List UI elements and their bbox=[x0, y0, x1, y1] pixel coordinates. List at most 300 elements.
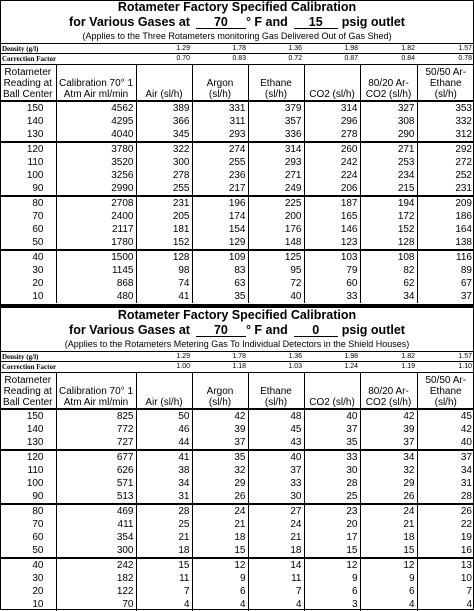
reading-cell: 30 bbox=[0, 572, 56, 585]
value-cell: 62 bbox=[360, 277, 417, 290]
value-cell: 35 bbox=[192, 450, 248, 464]
correction-factor-row-value: 0.72 bbox=[288, 55, 302, 62]
value-cell: 18 bbox=[248, 544, 304, 558]
value-cell: 34 bbox=[460, 465, 472, 476]
value-cell: 187 bbox=[304, 196, 360, 210]
table-row bbox=[0, 156, 474, 169]
value-cell: 4295 bbox=[56, 115, 136, 128]
value-cell: 10 bbox=[460, 573, 472, 584]
value-cell: 22 bbox=[460, 519, 472, 530]
value-cell: 293 bbox=[248, 156, 304, 169]
value-cell: 40 bbox=[248, 290, 304, 303]
reading-cell: 90 bbox=[0, 490, 56, 504]
title-units: ° F and bbox=[245, 323, 288, 337]
sheet-title: Rotameter Factory Specified Calibration bbox=[117, 308, 357, 322]
value-cell: 43 bbox=[248, 436, 304, 450]
value-cell: 194 bbox=[360, 196, 417, 210]
value-cell: 271 bbox=[248, 169, 304, 182]
value-cell: 28 bbox=[460, 491, 472, 502]
value-cell: 3780 bbox=[56, 142, 136, 156]
value-cell: 122 bbox=[56, 585, 136, 598]
value-cell: 46 bbox=[136, 423, 192, 436]
value-cell: 40 bbox=[460, 437, 472, 448]
value-cell: 1145 bbox=[56, 264, 136, 277]
table-row bbox=[0, 409, 474, 423]
value-cell: 109 bbox=[192, 250, 248, 264]
value-cell: 215 bbox=[360, 182, 417, 196]
value-cell: 322 bbox=[136, 142, 192, 156]
calibration-sheet-15psig bbox=[0, 0, 474, 304]
value-cell: 13 bbox=[417, 558, 474, 572]
sheet-title: Rotameter Factory Specified Calibration bbox=[117, 0, 357, 14]
value-cell: 1500 bbox=[56, 250, 136, 264]
density-row-value: 1.78 bbox=[232, 353, 246, 360]
value-cell: 27 bbox=[248, 504, 304, 518]
value-cell: 314 bbox=[248, 142, 304, 156]
value-cell: 296 bbox=[304, 115, 360, 128]
column-header: 80/20 Ar-CO2 (sl/h) bbox=[360, 372, 417, 409]
value-cell: 236 bbox=[192, 169, 248, 182]
reading-cell: 100 bbox=[0, 477, 56, 490]
value-cell: 182 bbox=[56, 572, 136, 585]
table-row bbox=[0, 236, 474, 250]
correction-factor-row-label: Correction Factor bbox=[2, 363, 57, 371]
value-cell: 2990 bbox=[56, 182, 136, 196]
table-row bbox=[0, 477, 474, 490]
sheet-subtitle: (Applies to the Rotameters Metering Gas To Individual Detectors in the Shield Houses) bbox=[64, 339, 410, 349]
value-cell: 123 bbox=[304, 236, 360, 250]
column-header: Air (sl/h) bbox=[136, 372, 192, 409]
correction-factor-row-value: 1.10 bbox=[458, 363, 472, 370]
value-cell: 41 bbox=[136, 450, 192, 464]
table-row bbox=[0, 169, 474, 182]
title-suffix: psig outlet bbox=[341, 15, 405, 29]
title-units: ° F and bbox=[245, 15, 288, 29]
value-cell: 4040 bbox=[56, 128, 136, 142]
value-cell: 18 bbox=[192, 531, 248, 544]
value-cell: 95 bbox=[248, 264, 304, 277]
table-row bbox=[0, 277, 474, 290]
value-cell: 7 bbox=[466, 586, 472, 597]
value-cell: 205 bbox=[136, 210, 192, 223]
reading-cell: 90 bbox=[0, 182, 56, 196]
sheet-title-line2 bbox=[0, 323, 474, 338]
column-header: CO2 (sl/h) bbox=[304, 372, 360, 409]
value-cell: 40 bbox=[248, 450, 304, 464]
value-cell: 164 bbox=[455, 224, 472, 235]
correction-factor-row-value: 1.18 bbox=[232, 363, 246, 370]
table-row bbox=[0, 128, 474, 142]
value-cell: 67 bbox=[460, 278, 472, 289]
column-header: Rotameter Reading at Ball Center bbox=[0, 64, 56, 101]
reading-cell: 140 bbox=[0, 423, 56, 436]
table-row bbox=[0, 572, 474, 585]
value-cell: 312 bbox=[455, 129, 472, 140]
column-header: 50/50 Ar-Ethane (sl/h) bbox=[417, 64, 474, 101]
density-row-value: 1.57 bbox=[458, 45, 472, 52]
calibration-sheet-0psig bbox=[0, 308, 474, 610]
value-cell: 4 bbox=[192, 598, 248, 611]
value-cell: 209 bbox=[417, 196, 474, 210]
value-cell: 9 bbox=[360, 572, 417, 585]
table-row bbox=[0, 598, 474, 611]
value-cell: 19 bbox=[460, 532, 472, 543]
density-row-value: 1.29 bbox=[176, 45, 190, 52]
table-row bbox=[0, 423, 474, 436]
value-cell: 152 bbox=[360, 223, 417, 236]
reading-cell: 80 bbox=[0, 196, 56, 210]
calibration-table bbox=[0, 372, 474, 611]
value-cell: 37 bbox=[460, 291, 472, 302]
value-cell: 300 bbox=[136, 156, 192, 169]
reading-cell: 130 bbox=[0, 436, 56, 450]
column-header: Air (sl/h) bbox=[136, 64, 192, 101]
correction-factor-row-value: 0.87 bbox=[344, 55, 358, 62]
table-row bbox=[0, 450, 474, 464]
value-cell: 28 bbox=[304, 477, 360, 490]
sheet-subtitle: (Applies to the Three Rotameters monitoring Gas Delivered Out of Gas Shed) bbox=[82, 31, 392, 41]
reading-cell: 60 bbox=[0, 223, 56, 236]
value-cell: 217 bbox=[192, 182, 248, 196]
value-cell: 28 bbox=[136, 504, 192, 518]
value-cell: 74 bbox=[136, 277, 192, 290]
value-cell: 103 bbox=[304, 250, 360, 264]
title-suffix: psig outlet bbox=[341, 323, 405, 337]
table-row bbox=[0, 115, 474, 128]
value-cell: 15 bbox=[360, 544, 417, 558]
value-cell: 206 bbox=[304, 182, 360, 196]
value-cell: 18 bbox=[136, 544, 192, 558]
column-header: Ethane (sl/h) bbox=[248, 372, 304, 409]
value-cell: 41 bbox=[136, 290, 192, 303]
column-header: Calibration 70° 1 Atm Air ml/min bbox=[56, 372, 136, 409]
table-row bbox=[0, 250, 474, 264]
value-cell: 48 bbox=[248, 409, 304, 423]
value-cell: 17 bbox=[304, 531, 360, 544]
correction-factor-row-value: 0.84 bbox=[401, 55, 415, 62]
value-cell: 108 bbox=[360, 250, 417, 264]
value-cell: 224 bbox=[304, 169, 360, 182]
table-row bbox=[0, 490, 474, 504]
value-cell: 6 bbox=[304, 585, 360, 598]
table-row bbox=[0, 142, 474, 156]
value-cell: 11 bbox=[136, 572, 192, 585]
header-row bbox=[0, 64, 474, 101]
value-cell: 272 bbox=[455, 157, 472, 168]
value-cell: 128 bbox=[360, 236, 417, 250]
correction-factor-row-value: 1.03 bbox=[288, 363, 302, 370]
reading-cell: 130 bbox=[0, 128, 56, 142]
value-cell: 34 bbox=[360, 290, 417, 303]
reading-cell: 40 bbox=[0, 558, 56, 572]
value-cell: 21 bbox=[136, 531, 192, 544]
value-cell: 513 bbox=[56, 490, 136, 504]
value-cell: 34 bbox=[136, 477, 192, 490]
value-cell: 253 bbox=[360, 156, 417, 169]
value-cell: 252 bbox=[455, 170, 472, 181]
value-cell: 354 bbox=[56, 531, 136, 544]
value-cell: 2117 bbox=[56, 223, 136, 236]
reading-cell: 150 bbox=[0, 409, 56, 423]
value-cell: 37 bbox=[417, 450, 474, 464]
value-cell: 125 bbox=[248, 250, 304, 264]
value-cell: 35 bbox=[304, 436, 360, 450]
value-cell: 35 bbox=[192, 290, 248, 303]
value-cell: 4 bbox=[360, 598, 417, 611]
value-cell: 345 bbox=[136, 128, 192, 142]
value-cell: 9 bbox=[192, 572, 248, 585]
value-cell: 32 bbox=[360, 464, 417, 477]
value-cell: 314 bbox=[304, 101, 360, 115]
correction-factor-row-value: 0.78 bbox=[458, 55, 472, 62]
value-cell: 31 bbox=[460, 478, 472, 489]
value-cell: 98 bbox=[136, 264, 192, 277]
density-row-value: 1.82 bbox=[401, 45, 415, 52]
header-row bbox=[0, 372, 474, 409]
value-cell: 37 bbox=[248, 464, 304, 477]
reading-cell: 70 bbox=[0, 210, 56, 223]
value-cell: 33 bbox=[248, 477, 304, 490]
table-row bbox=[0, 531, 474, 544]
value-cell: 278 bbox=[304, 128, 360, 142]
value-cell: 60 bbox=[304, 277, 360, 290]
value-cell: 290 bbox=[360, 128, 417, 142]
column-header: Ethane (sl/h) bbox=[248, 64, 304, 101]
value-cell: 231 bbox=[136, 196, 192, 210]
sheet-title-line2 bbox=[0, 15, 474, 30]
value-cell: 311 bbox=[192, 115, 248, 128]
reading-cell: 20 bbox=[0, 277, 56, 290]
reading-cell: 80 bbox=[0, 504, 56, 518]
reading-cell: 110 bbox=[0, 464, 56, 477]
table-row bbox=[0, 196, 474, 210]
value-cell: 37 bbox=[360, 436, 417, 450]
value-cell: 469 bbox=[56, 504, 136, 518]
value-cell: 24 bbox=[248, 518, 304, 531]
reading-cell: 60 bbox=[0, 531, 56, 544]
value-cell: 12 bbox=[360, 558, 417, 572]
value-cell: 4562 bbox=[56, 101, 136, 115]
reading-cell: 150 bbox=[0, 101, 56, 115]
value-cell: 4 bbox=[248, 598, 304, 611]
value-cell: 327 bbox=[360, 101, 417, 115]
value-cell: 18 bbox=[360, 531, 417, 544]
value-cell: 21 bbox=[360, 518, 417, 531]
value-cell: 89 bbox=[460, 265, 472, 276]
temperature-value: 70 bbox=[196, 16, 246, 29]
table-row bbox=[0, 464, 474, 477]
value-cell: 44 bbox=[136, 436, 192, 450]
reading-cell: 40 bbox=[0, 250, 56, 264]
correction-factor-row-value: 1.00 bbox=[176, 363, 190, 370]
correction-factor-row-value: 1.19 bbox=[401, 363, 415, 370]
value-cell: 389 bbox=[136, 101, 192, 115]
value-cell: 42 bbox=[460, 424, 472, 435]
reading-cell: 110 bbox=[0, 156, 56, 169]
value-cell: 727 bbox=[56, 436, 136, 450]
value-cell: 242 bbox=[304, 156, 360, 169]
value-cell: 37 bbox=[192, 436, 248, 450]
value-cell: 1780 bbox=[56, 236, 136, 250]
column-header: Argon (sl/h) bbox=[192, 64, 248, 101]
correction-factor-row-value: 0.70 bbox=[176, 55, 190, 62]
value-cell: 4 bbox=[136, 598, 192, 611]
value-cell: 353 bbox=[455, 103, 472, 114]
column-header: Argon (sl/h) bbox=[192, 372, 248, 409]
value-cell: 37 bbox=[304, 423, 360, 436]
value-cell: 30 bbox=[248, 490, 304, 504]
value-cell: 128 bbox=[136, 250, 192, 264]
value-cell: 336 bbox=[248, 128, 304, 142]
reading-cell: 10 bbox=[0, 290, 56, 303]
table-row bbox=[0, 558, 474, 572]
value-cell: 242 bbox=[56, 558, 136, 572]
density-row-value: 1.57 bbox=[458, 353, 472, 360]
value-cell: 174 bbox=[192, 210, 248, 223]
value-cell: 3520 bbox=[56, 156, 136, 169]
density-row-value: 1.98 bbox=[344, 353, 358, 360]
value-cell: 50 bbox=[136, 409, 192, 423]
value-cell: 30 bbox=[304, 464, 360, 477]
value-cell: 40 bbox=[304, 409, 360, 423]
value-cell: 42 bbox=[360, 409, 417, 423]
value-cell: 24 bbox=[360, 504, 417, 518]
value-cell: 25 bbox=[136, 518, 192, 531]
value-cell: 292 bbox=[417, 142, 474, 156]
value-cell: 300 bbox=[56, 544, 136, 558]
table-row bbox=[0, 223, 474, 236]
value-cell: 25 bbox=[304, 490, 360, 504]
value-cell: 23 bbox=[304, 504, 360, 518]
value-cell: 14 bbox=[248, 558, 304, 572]
value-cell: 20 bbox=[304, 518, 360, 531]
density-row-value: 1.82 bbox=[401, 353, 415, 360]
table-row bbox=[0, 101, 474, 115]
psig-value: 15 bbox=[294, 16, 338, 29]
value-cell: 148 bbox=[248, 236, 304, 250]
value-cell: 249 bbox=[248, 182, 304, 196]
density-row-value: 1.98 bbox=[344, 45, 358, 52]
table-row bbox=[0, 436, 474, 450]
value-cell: 677 bbox=[56, 450, 136, 464]
reading-cell: 70 bbox=[0, 518, 56, 531]
value-cell: 11 bbox=[248, 572, 304, 585]
value-cell: 3256 bbox=[56, 169, 136, 182]
value-cell: 82 bbox=[360, 264, 417, 277]
value-cell: 146 bbox=[304, 223, 360, 236]
density-row-value: 1.36 bbox=[288, 45, 302, 52]
value-cell: 332 bbox=[455, 116, 472, 127]
value-cell: 274 bbox=[192, 142, 248, 156]
value-cell: 293 bbox=[192, 128, 248, 142]
value-cell: 181 bbox=[136, 223, 192, 236]
value-cell: 6 bbox=[192, 585, 248, 598]
value-cell: 79 bbox=[304, 264, 360, 277]
value-cell: 32 bbox=[192, 464, 248, 477]
calibration-table bbox=[0, 64, 474, 303]
value-cell: 7 bbox=[136, 585, 192, 598]
value-cell: 15 bbox=[136, 558, 192, 572]
reading-cell: 100 bbox=[0, 169, 56, 182]
value-cell: 83 bbox=[192, 264, 248, 277]
value-cell: 4 bbox=[466, 599, 472, 610]
column-header: Rotameter Reading at Ball Center bbox=[0, 372, 56, 409]
value-cell: 31 bbox=[136, 490, 192, 504]
value-cell: 366 bbox=[136, 115, 192, 128]
value-cell: 24 bbox=[192, 504, 248, 518]
value-cell: 129 bbox=[192, 236, 248, 250]
value-cell: 868 bbox=[56, 277, 136, 290]
table-row bbox=[0, 210, 474, 223]
value-cell: 3 bbox=[304, 598, 360, 611]
correction-factor-row-value: 0.83 bbox=[232, 55, 246, 62]
density-row-value: 1.78 bbox=[232, 45, 246, 52]
value-cell: 571 bbox=[56, 477, 136, 490]
value-cell: 308 bbox=[360, 115, 417, 128]
correction-factor-row-label: Correction Factor bbox=[2, 55, 57, 63]
value-cell: 39 bbox=[192, 423, 248, 436]
value-cell: 116 bbox=[417, 250, 474, 264]
value-cell: 172 bbox=[360, 210, 417, 223]
value-cell: 255 bbox=[192, 156, 248, 169]
table-row bbox=[0, 585, 474, 598]
density-row-value: 1.36 bbox=[288, 353, 302, 360]
value-cell: 21 bbox=[248, 531, 304, 544]
value-cell: 379 bbox=[248, 101, 304, 115]
table-row bbox=[0, 264, 474, 277]
value-cell: 152 bbox=[136, 236, 192, 250]
value-cell: 26 bbox=[192, 490, 248, 504]
value-cell: 154 bbox=[192, 223, 248, 236]
value-cell: 16 bbox=[460, 545, 472, 556]
value-cell: 70 bbox=[56, 598, 136, 611]
title-prefix: for Various Gases at bbox=[69, 15, 190, 29]
table-row bbox=[0, 544, 474, 558]
value-cell: 165 bbox=[304, 210, 360, 223]
value-cell: 34 bbox=[360, 450, 417, 464]
value-cell: 411 bbox=[56, 518, 136, 531]
table-row bbox=[0, 182, 474, 196]
value-cell: 26 bbox=[360, 490, 417, 504]
density-row-value: 1.29 bbox=[176, 353, 190, 360]
value-cell: 29 bbox=[360, 477, 417, 490]
value-cell: 21 bbox=[192, 518, 248, 531]
table-row bbox=[0, 518, 474, 531]
reading-cell: 120 bbox=[0, 142, 56, 156]
value-cell: 15 bbox=[192, 544, 248, 558]
value-cell: 63 bbox=[192, 277, 248, 290]
value-cell: 29 bbox=[192, 477, 248, 490]
reading-cell: 20 bbox=[0, 585, 56, 598]
value-cell: 39 bbox=[360, 423, 417, 436]
value-cell: 6 bbox=[360, 585, 417, 598]
value-cell: 9 bbox=[304, 572, 360, 585]
value-cell: 42 bbox=[192, 409, 248, 423]
temperature-value: 70 bbox=[196, 324, 246, 337]
value-cell: 225 bbox=[248, 196, 304, 210]
reading-cell: 50 bbox=[0, 544, 56, 558]
reading-cell: 120 bbox=[0, 450, 56, 464]
value-cell: 12 bbox=[304, 558, 360, 572]
value-cell: 2708 bbox=[56, 196, 136, 210]
value-cell: 15 bbox=[304, 544, 360, 558]
value-cell: 2400 bbox=[56, 210, 136, 223]
value-cell: 72 bbox=[248, 277, 304, 290]
value-cell: 7 bbox=[248, 585, 304, 598]
reading-cell: 30 bbox=[0, 264, 56, 277]
value-cell: 357 bbox=[248, 115, 304, 128]
value-cell: 260 bbox=[304, 142, 360, 156]
